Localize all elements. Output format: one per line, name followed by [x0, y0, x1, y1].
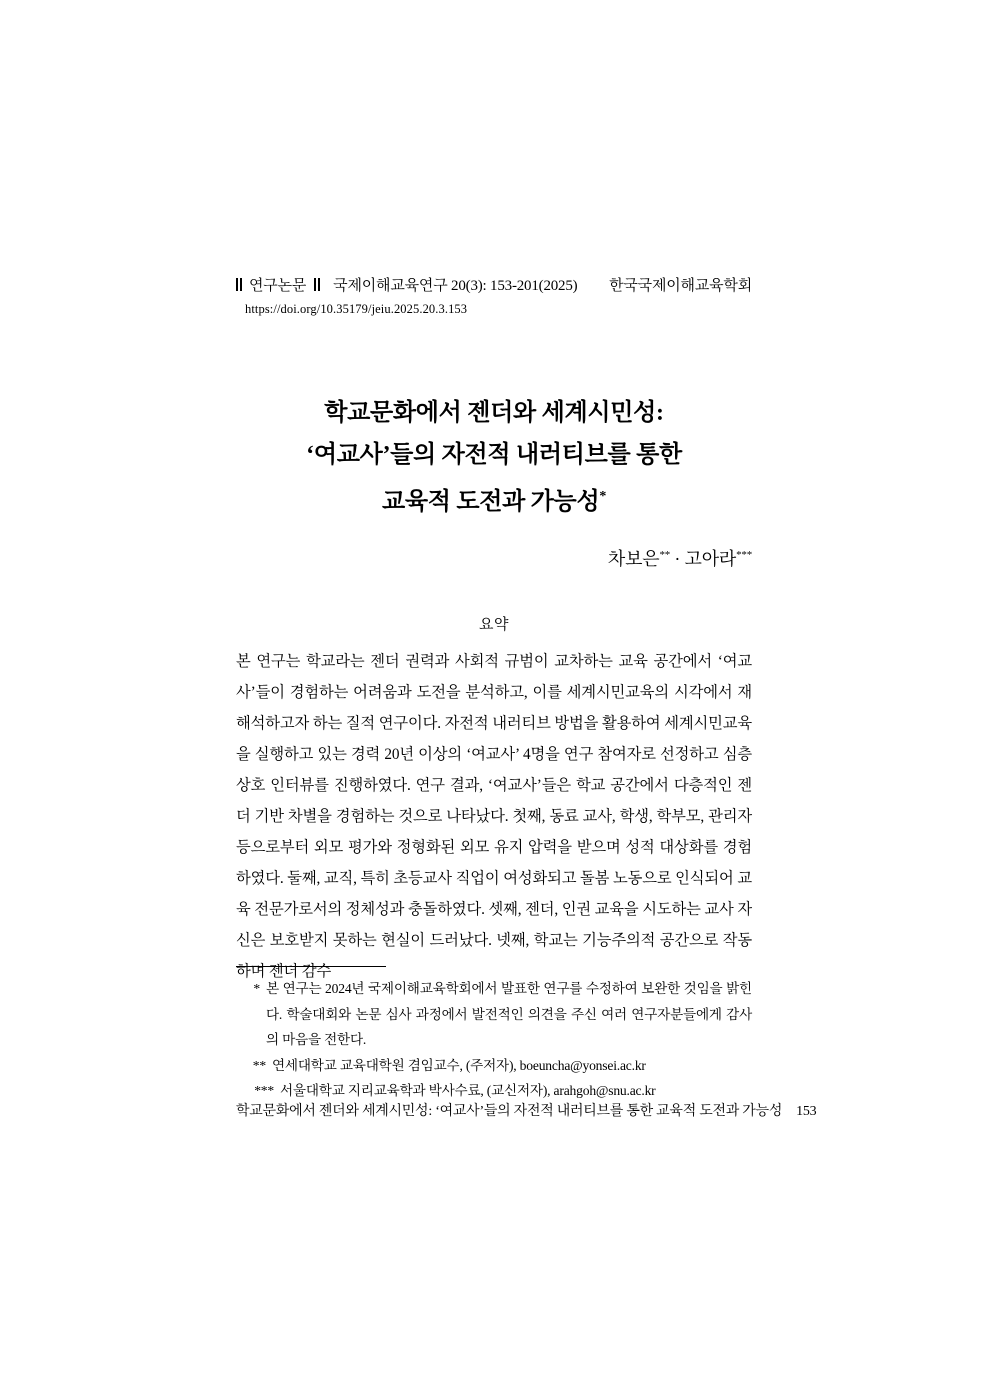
author-name-2: 고아라: [684, 549, 737, 569]
title-line-1: 학교문화에서 젠더와 세계시민성:: [324, 400, 664, 426]
author-separator: ·: [670, 549, 685, 569]
footnote-item: [236, 1053, 752, 1079]
author-list: [236, 545, 752, 571]
double-bar-icon: [236, 278, 243, 291]
footnote-text: 연세대학교 교육대학원 겸임교수, (주저자), boeuncha@yonsei.ac.kr: [272, 1057, 646, 1073]
abstract-heading: 요약: [479, 617, 509, 633]
footnote-mark: *: [253, 981, 260, 996]
footnote-list: [236, 976, 752, 1104]
page-title: [236, 392, 752, 523]
abstract-text: 본 연구는 학교라는 젠더 권력과 사회적 규범이 교차하는 교육 공간에서 ‘여교사’들이 경험하는 어려움과 도전을 분석하고, 이를 세계시민교육의 시각에서 재해석하고자 하는 질적 연구이다. 자전적 내러티브 방법을 활용하여 세계시민교육을 실행하고 있는 경력 20년 이상의 ‘여교사’ 4명을 연구 참여자로 선정하고 심층 상호 인터뷰를 진행하였다. 연구 결과, ‘여교사’들은 학교 공간에서 다층적인 젠더 기반 차별을 경험하는 것으로 나타났다. 첫째, 동료 교사, 학생, 학부모, 관리자 등으로부터 외모 평가와 정형화된 외모 유지 압력을 받으며 성적 대상화를 경험하였다. 둘째, 교직, 특히 초등교사 직업이 여성화되고 돌봄 노동으로 인식되어 교육 전문가로서의 정체성과 충돌하였다. 셋째, 젠더, 인권 교육을 시도하는 교사 자신은 보호받지 못하는 현실이 드러났다. 넷째, 학교는 기능주의적 공간으로 작동하며 젠더 감수: [236, 653, 752, 980]
doi-link[interactable]: https://doi.org/10.35179/jeiu.2025.20.3.153: [245, 302, 468, 316]
title-line-2: ‘여교사’들의 자전적 내러티브를 통한: [306, 442, 682, 468]
footnote-text: 서울대학교 지리교육학과 박사수료, (교신저자), arahgoh@snu.ac.kr: [280, 1083, 656, 1098]
author-1-footnote-mark: **: [659, 549, 671, 561]
footnote-mark: ***: [254, 1083, 274, 1098]
header-citation-line: [236, 274, 752, 295]
footnote-text: 본 연구는 2024년 국제이해교육학회에서 발표한 연구를 수정하여 보완한 것임을 밝힌다. 학술대회와 논문 심사 과정에서 발전적인 의견을 주신 여러 연구자분들에게 감사의 마음을 전한다.: [266, 981, 752, 1047]
footnote-item: [236, 976, 752, 1053]
author-name-1: 차보은: [607, 549, 660, 569]
running-footer: [236, 1100, 817, 1120]
footnote-mark: **: [252, 1057, 266, 1073]
author-2-footnote-mark: ***: [736, 549, 752, 561]
title-line-3: [236, 476, 752, 523]
footnote-separator-rule: [236, 966, 386, 967]
running-footer-title: 학교문화에서 젠더와 세계시민성: ‘여교사’들의 자전적 내러티브를 통한 교육적 도전과 가능성: [236, 1104, 783, 1119]
double-bar-icon-2: [314, 278, 321, 291]
page-number: 153: [796, 1104, 817, 1119]
title-line-3-text: 교육적 도전과 가능성: [381, 489, 600, 515]
journal-citation: 국제이해교육연구 20(3): 153-201(2025): [333, 278, 578, 294]
article-type-label: 연구논문: [249, 278, 307, 294]
society-name: 한국국제이해교육학회: [609, 278, 752, 294]
title-footnote-mark: *: [599, 489, 607, 504]
page-header: [236, 274, 752, 317]
